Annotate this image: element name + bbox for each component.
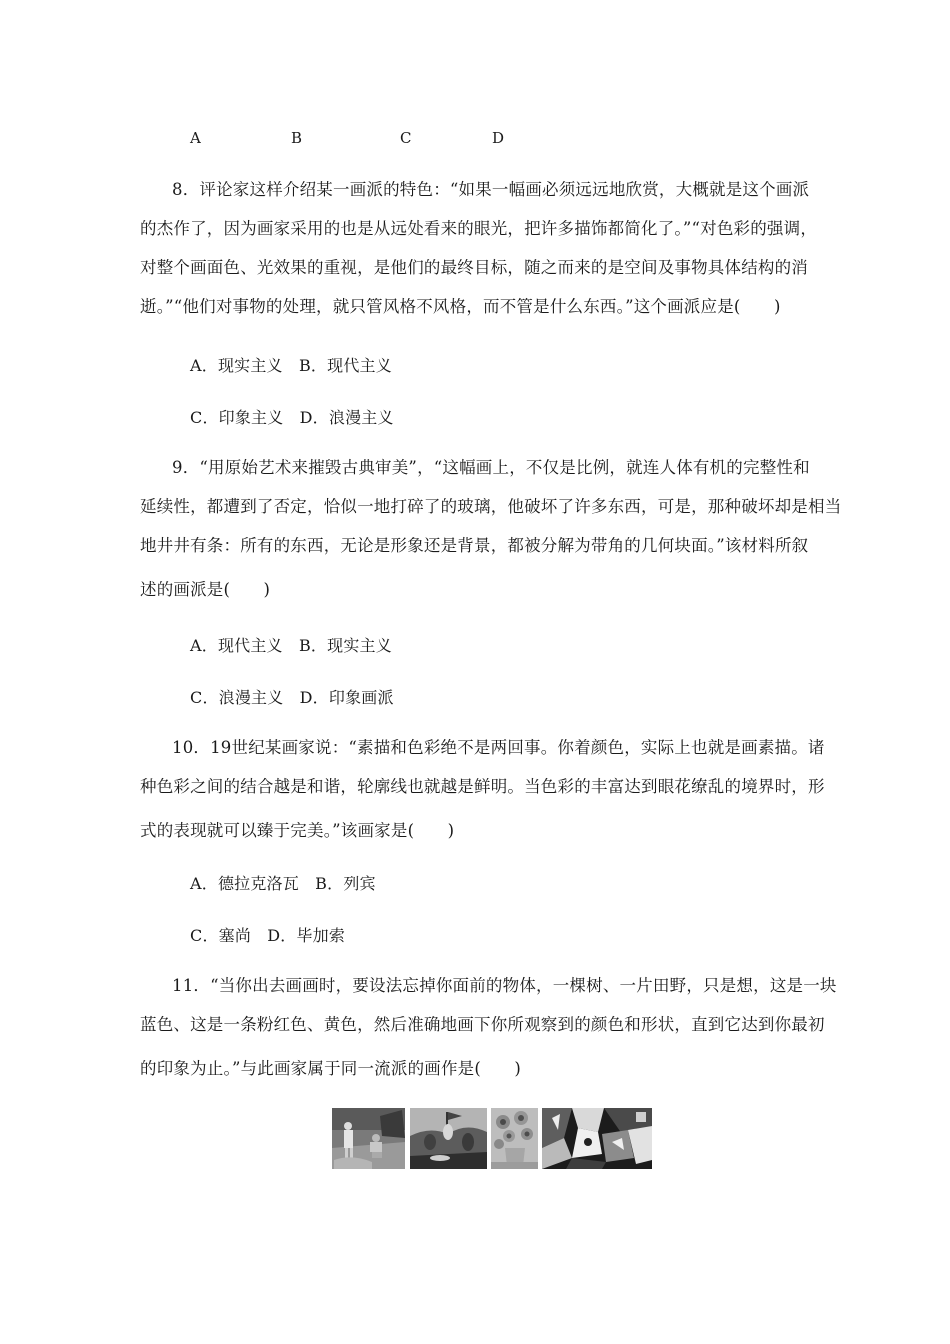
q8-options-cd: C．印象主义 D．浪漫主义 [190,408,394,427]
label-a: A [190,129,202,147]
q11-line: 11．“当你出去画画时，要设法忘掉你面前的物体，一棵树、一片田野，只是想，这是一块 [172,976,837,995]
painting-b-image [410,1108,487,1169]
q9-line: 9．“用原始艺术来摧毁古典审美”，“这幅画上，不仅是比例，就连人体有机的完整性和 [172,458,810,477]
q8-line: 对整个画面色、光效果的重视，是他们的最终目标，随之而来的是空间及事物具体结构的消 [140,258,808,277]
q8-options-ab: A．现实主义 B．现代主义 [190,356,392,375]
q10-options-cd: C．塞尚 D．毕加索 [190,926,346,945]
q9-options-ab: A．现代主义 B．现实主义 [190,636,392,655]
q8-line: 8．评论家这样介绍某一画派的特色：“如果一幅画必须远远地欣赏，大概就是这个画派 [172,180,810,199]
painting-c-image [491,1108,538,1169]
q11-line: 蓝色、这是一条粉红色、黄色，然后准确地画下你所观察到的颜色和形状，直到它达到你最初 [140,1015,825,1034]
q9-line: 延续性，都遭到了否定，恰似一地打碎了的玻璃，他破坏了许多东西，可是，那种破坏却是相当 [140,497,842,516]
painting-options [332,1108,652,1169]
q9-line: 地井井有条：所有的东西，无论是形象还是背景，都被分解为带角的几何块面。”该材料所叙 [140,536,809,555]
q8-line: 逝。”“他们对事物的处理，就只管风格不风格，而不管是什么东西。”这个画派应是( ) [140,297,781,316]
q10-line: 10．19世纪某画家说：“素描和色彩绝不是两回事。你着颜色，实际上也就是画素描。诸 [172,738,825,757]
label-c: C [400,129,412,147]
label-d: D [492,129,505,147]
q9-line: 述的画派是( ) [140,580,271,599]
q10-line: 式的表现就可以臻于完美。”该画家是( ) [140,821,455,840]
q10-line: 种色彩之间的结合越是和谐，轮廓线也就越是鲜明。当色彩的丰富达到眼花缭乱的境界时，形 [140,777,825,796]
painting-a-image [332,1108,405,1169]
painting-d-image [542,1108,652,1169]
q9-options-cd: C．浪漫主义 D．印象画派 [190,688,394,707]
q10-options-ab: A．德拉克洛瓦 B．列宾 [190,874,376,893]
label-b: B [291,129,303,147]
q8-line: 的杰作了，因为画家采用的也是从远处看来的眼光，把许多描饰都简化了。”“对色彩的强调， [140,219,818,238]
q11-line: 的印象为止。”与此画家属于同一流派的画作是( ) [140,1059,522,1078]
